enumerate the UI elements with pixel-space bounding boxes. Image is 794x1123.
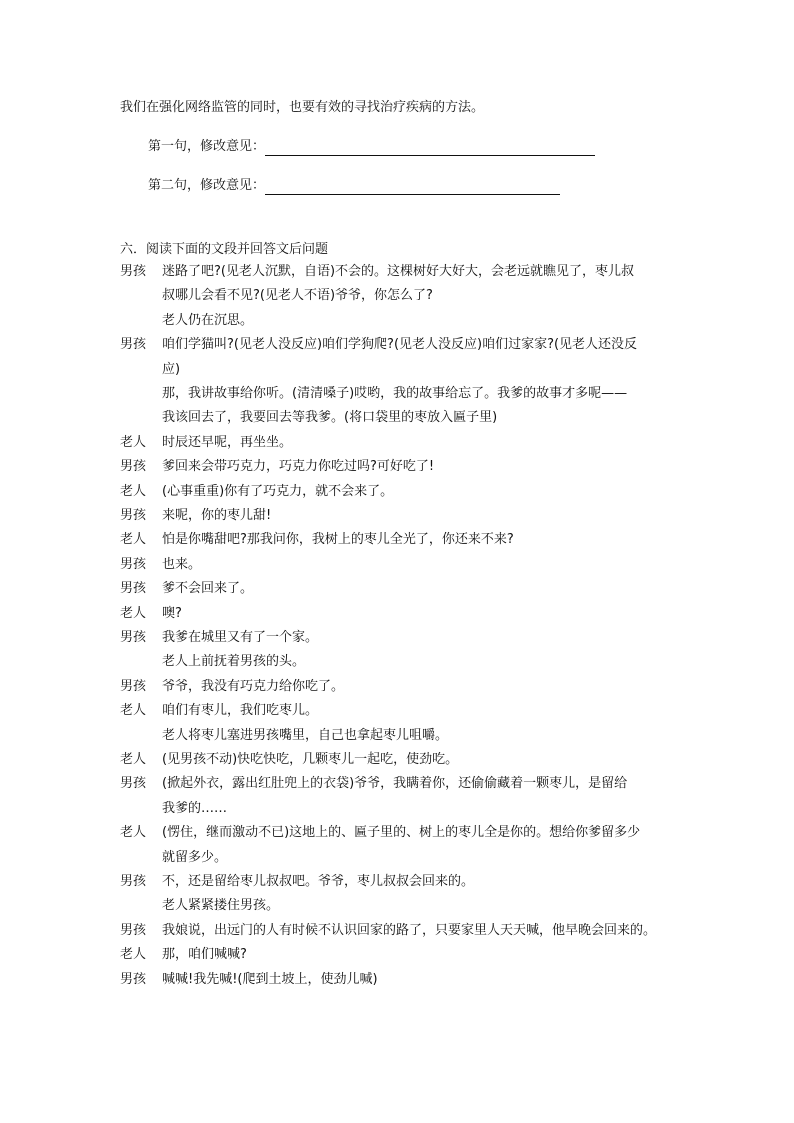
intro-sentence: 我们在强化网络监管的同时，也要有效的寻找治疗疾病的方法。 [120, 100, 485, 115]
speaker-label: 男孩 [120, 923, 147, 938]
dialogue-line: (愣住，继而激动不已)这地上的、匾子里的、树上的枣儿全是你的。想给你爹留多少 [162, 825, 641, 840]
speaker-label: 老人 [120, 752, 147, 767]
answer-blank-2[interactable] [265, 180, 560, 195]
revision-label-2: 第二句，修改意见： [148, 178, 266, 193]
speaker-label: 老人 [120, 825, 147, 840]
speaker-label: 男孩 [120, 972, 147, 987]
dialogue-line: 我娘说，出远门的人有时候不认识回家的路了，只要家里人天天喊，他早晚会回来的。 [162, 923, 657, 938]
speaker-label: 男孩 [120, 874, 147, 889]
speaker-label: 男孩 [120, 679, 147, 694]
dialogue-line: 老人紧紧搂住男孩。 [162, 898, 280, 913]
speaker-label: 男孩 [120, 459, 147, 474]
dialogue-line: 我爹在城里又有了一个家。 [162, 630, 319, 645]
dialogue-line: 怕是你嘴甜吧?那我问你，我树上的枣儿全光了，你还来不来? [162, 532, 514, 547]
dialogue-line: 老人上前抚着男孩的头。 [162, 654, 306, 669]
dialogue-line: 老人仍在沉思。 [162, 313, 254, 328]
dialogue-line: 我爹的…… [162, 801, 228, 816]
speaker-label: 男孩 [120, 508, 147, 523]
dialogue-line: 咱们学猫叫?(见老人没反应)咱们学狗爬?(见老人没反应)咱们过家家?(见老人还没反 [162, 337, 638, 352]
speaker-label: 老人 [120, 484, 147, 499]
speaker-label: 男孩 [120, 581, 147, 596]
speaker-label: 老人 [120, 947, 147, 962]
dialogue-line: 也来。 [162, 557, 202, 572]
dialogue-line: 噢? [162, 606, 182, 621]
speaker-label: 男孩 [120, 630, 147, 645]
section-title: 六．阅读下面的文段并回答文后问题 [120, 242, 329, 257]
dialogue-line: 叔哪儿会看不见?(见老人不语)爷爷，你怎么了? [162, 288, 433, 303]
speaker-label: 男孩 [120, 776, 147, 791]
speaker-label: 男孩 [120, 264, 147, 279]
dialogue-line: 那，咱们喊喊? [162, 947, 247, 962]
answer-blank-1[interactable] [265, 141, 595, 156]
dialogue-line: (心事重重)你有了巧克力，就不会来了。 [162, 484, 394, 499]
dialogue-line: 咱们有枣儿，我们吃枣儿。 [162, 703, 319, 718]
dialogue-line: 喊喊!我先喊!(爬到土坡上，使劲儿喊) [162, 972, 378, 987]
speaker-label: 老人 [120, 606, 147, 621]
revision-line-2 [148, 177, 560, 195]
dialogue-line: 应) [162, 362, 181, 377]
dialogue-line: 来呢，你的枣儿甜! [162, 508, 272, 523]
revision-line-1 [148, 138, 595, 156]
dialogue-line: 不，还是留给枣儿叔叔吧。爷爷，枣儿叔叔会回来的。 [162, 874, 475, 889]
dialogue-line: 爹回来会带巧克力，巧克力你吃过吗?可好吃了! [162, 459, 435, 474]
dialogue-line: 时辰还早呢，再坐坐。 [162, 435, 293, 450]
dialogue-line: 爷爷，我没有巧克力给你吃了。 [162, 679, 345, 694]
speaker-label: 老人 [120, 435, 147, 450]
dialogue-line: 我该回去了，我要回去等我爹。(将口袋里的枣放入匾子里) [162, 410, 498, 425]
dialogue-line: 就留多少。 [162, 850, 228, 865]
dialogue-line: (见男孩不动)快吃快吃，几颗枣儿一起吃，使劲吃。 [162, 752, 459, 767]
dialogue-line: (掀起外衣，露出红肚兜上的衣袋)爷爷，我瞒着你，还偷偷藏着一颗枣儿，是留给 [162, 776, 628, 791]
dialogue-line: 老人将枣儿塞进男孩嘴里，自己也拿起枣儿咀嚼。 [162, 728, 449, 743]
speaker-label: 男孩 [120, 557, 147, 572]
speaker-label: 老人 [120, 703, 147, 718]
speaker-label: 老人 [120, 532, 147, 547]
dialogue-line: 迷路了吧?(见老人沉默，自语)不会的。这棵树好大好大，会老远就瞧见了，枣儿叔 [162, 264, 635, 279]
speaker-label: 男孩 [120, 337, 147, 352]
revision-label-1: 第一句，修改意见： [148, 139, 266, 154]
dialogue-line: 那，我讲故事给你听。(清清嗓子)哎哟，我的故事给忘了。我爹的故事才多呢—— [162, 386, 628, 401]
dialogue-line: 爹不会回来了。 [162, 581, 254, 596]
